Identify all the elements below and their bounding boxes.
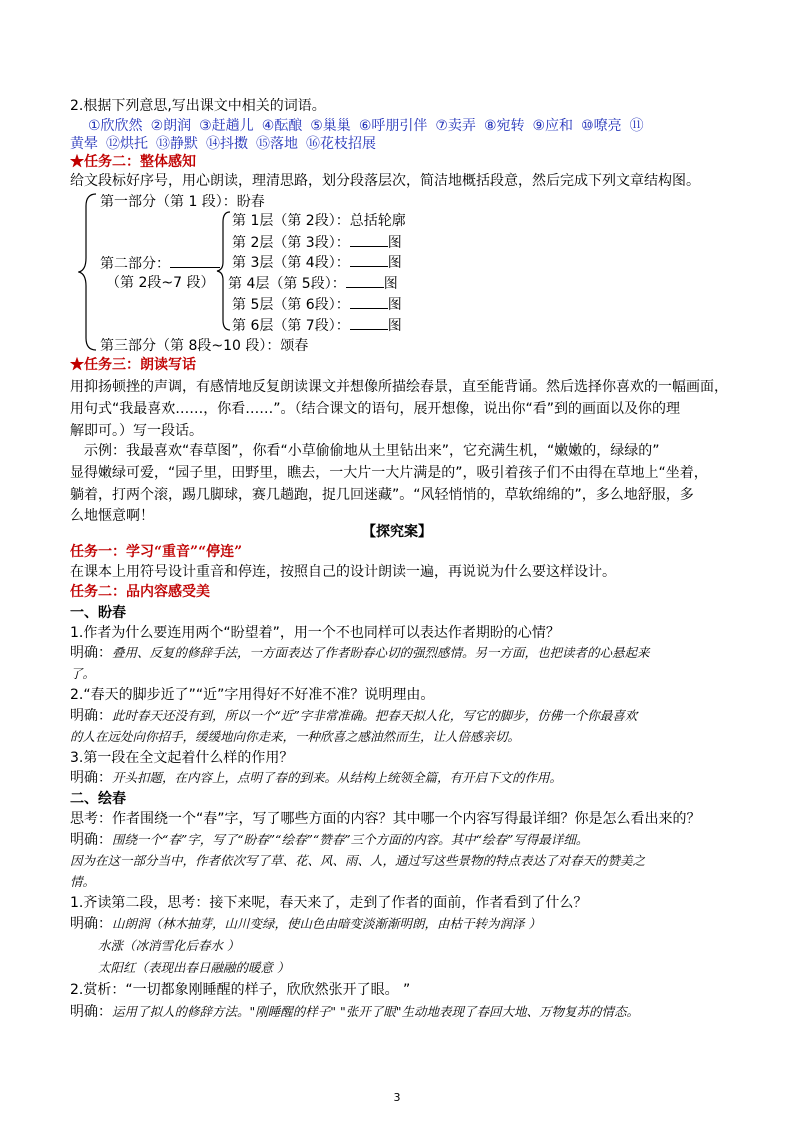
answer-label: 明确： — [70, 916, 112, 932]
vocab-item: ⑭抖擞 — [206, 136, 248, 152]
explore-task2-heading: 任务二：品内容感受美 — [70, 584, 210, 600]
explore-task1-text: 在课本上用符号设计重音和停连，按照自己的设计朗读一遍，再说说为什么要这样设计。 — [70, 564, 616, 580]
layer-5 — [232, 294, 402, 315]
answer-4-cont: 情。 — [70, 874, 96, 889]
vocab-item: ④酝酿 — [261, 118, 303, 134]
answer-label: 明确： — [70, 1004, 112, 1020]
answer-text: 围绕一个“春”字，写了“盼春”“绘春”“赞春”三个方面的内容。其中“绘春”写得最详细。 — [112, 832, 589, 847]
layer-6 — [232, 315, 402, 336]
part2-range: （第 2段~7 段） — [106, 275, 215, 291]
vocab-item: ⑦卖弄 — [435, 118, 476, 134]
layer-blank — [350, 294, 388, 309]
question-2: 2.“春天的脚步近了”“近”字用得好不好准不准？说明理由。 — [70, 687, 435, 703]
answer-2-cont: 的人在远处向你招手，缓缓地向你走来，一种欣喜之感油然而生，让人倍感亲切。 — [70, 729, 521, 744]
explore-task1-heading: 任务一：学习“重音”“停连” — [70, 544, 243, 560]
layer-label: 第 3层（第 4段）： — [232, 255, 350, 271]
example-line: 示例：我最喜欢“春草图”，你看“小草偷偷地从土里钻出来”，它充满生机，“嫩嫩的，绿绿的” — [70, 443, 660, 459]
layer-suffix: 图 — [387, 297, 402, 313]
answer-2 — [70, 706, 637, 726]
answer-label: 明确： — [70, 832, 112, 848]
outer-brace-icon — [78, 192, 98, 352]
task2-instruction: 给文段标好序号，用心朗读，理清思路，划分段落层次，简洁地概括段意，然后完成下列文章结构图。 — [70, 173, 700, 189]
layer-blank — [350, 252, 388, 267]
vocab-item: ⑤巢巢 — [310, 118, 351, 134]
vocab-item: ⑬静默 — [156, 136, 198, 152]
answer-text: 叠用、反复的修辞手法，一方面表达了作者盼春心切的强烈感情。另一方面，也把读者的心悬起来 — [112, 645, 650, 660]
layer-label: 第 5层（第 6段）： — [232, 297, 350, 313]
section-2-heading: 二、绘春 — [70, 791, 126, 807]
answer-1-cont: 了。 — [70, 666, 96, 681]
answer-1 — [70, 643, 650, 663]
layer-label: 第 2层（第 3段）： — [232, 235, 350, 251]
answer-text: 运用了拟人的修辞方法。"刚睡醒的样子" "张开了眼"生动地表现了春回大地、万物复苏的情态。 — [112, 1004, 639, 1019]
answer-label: 明确： — [70, 645, 112, 661]
vocab-item: ②朗润 — [150, 118, 192, 134]
answer-5-cont: 水涨（冰消雪化后春水 ） — [98, 938, 240, 953]
layer-blank — [346, 273, 384, 288]
vocab-item: ①欣欣然 — [88, 118, 143, 134]
answer-label: 明确： — [70, 708, 112, 724]
question-3: 3.第一段在全文起着什么样的作用？ — [70, 750, 294, 766]
answer-text: 此时春天还没有到，所以一个“近”字非常准确。把春天拟人化，写它的脚步，仿佛一个你最喜欢 — [112, 708, 638, 723]
answer-5 — [70, 914, 541, 934]
layer-label: 第 6层（第 7段）： — [232, 318, 350, 334]
task3-para-line: 解即可。）写一段话。 — [70, 423, 203, 439]
layer-suffix: 图 — [383, 276, 398, 292]
question-6: 2.赏析：“一切都象刚睡醒的样子，欣欣然张开了眼。 ” — [70, 982, 411, 998]
part2-label-text: 第二部分： — [100, 256, 170, 272]
layer-2 — [232, 232, 402, 253]
task3-para-line: 用抑扬顿挫的声调，有感情地反复朗读课文并想像所描绘春景，直至能背诵。然后选择你喜欢的一幅画面， — [70, 379, 728, 395]
vocab-row-1 — [88, 116, 652, 136]
answer-5-cont: 太阳红（表现出春日融融的暖意 ） — [98, 960, 290, 975]
layer-1: 第 1层（第 2段）：总括轮廓 — [232, 213, 406, 229]
answer-4-cont: 因为在这一部分当中，作者依次写了草、花、风、雨、人，通过写这些景物的特点表达了对春天的赞美之 — [70, 853, 646, 868]
task3-para-line: 用句式“我最喜欢……，你看……”。（结合课文的语句，展开想像，说出你“看”到的画面以及你的理 — [70, 401, 681, 417]
part3-label: 第三部分（第 8段~10 段）：颂春 — [100, 338, 309, 354]
answer-3 — [70, 768, 562, 788]
answer-label: 明确： — [70, 770, 112, 786]
layer-suffix: 图 — [387, 255, 402, 271]
question-1: 1.作者为什么要连用两个“盼望着”，用一个不也同样可以表达作者期盼的心情？ — [70, 625, 560, 641]
question-2-title: 2.根据下列意思,写出课文中相关的词语。 — [70, 98, 326, 114]
vocab-item: ③赶趟儿 — [199, 118, 254, 134]
layer-4 — [228, 273, 398, 294]
layer-suffix: 图 — [387, 235, 402, 251]
vocab-item: ⑩嘹亮 — [581, 118, 622, 134]
vocab-item: ⑫烘托 — [106, 136, 148, 152]
layer-blank — [350, 315, 388, 330]
vocab-item: 黄晕 — [70, 136, 98, 152]
part1-label: 第一部分（第 1 段）：盼春 — [100, 194, 265, 210]
layer-label: 第 4层（第 5段）： — [228, 276, 346, 292]
vocab-item: ⑥呼朋引伴 — [358, 118, 428, 134]
vocab-item: ⑨应和 — [532, 118, 574, 134]
vocab-item: ⑪ — [629, 118, 644, 134]
vocab-item: ⑧宛转 — [483, 118, 525, 134]
explore-title: 【探究案】 — [362, 524, 432, 540]
vocab-item: ⑯花枝招展 — [306, 136, 376, 152]
task3-heading: ★任务三：朗读写话 — [70, 357, 196, 373]
layer-suffix: 图 — [387, 318, 402, 334]
section-1-heading: 一、盼春 — [70, 605, 126, 621]
example-line: 躺着，打两个滚，踢几脚球，赛几趟跑，捉几回迷藏”。“风轻悄悄的，草软绵绵的”，多么地舒服，多 — [70, 487, 694, 503]
question-5: 1.齐读第二段，思考：接下来呢，春天来了，走到了作者的面前，作者看到了什么？ — [70, 895, 588, 911]
example-line: 么地惬意啊！ — [70, 508, 154, 524]
layer-3 — [232, 252, 402, 273]
answer-text: 山朗润（林木抽芽，山川变绿，使山色由暗变淡渐渐明朗，由枯干转为润泽 ） — [112, 916, 541, 931]
task2-heading: ★任务二：整体感知 — [70, 154, 196, 170]
layer-blank — [350, 232, 388, 247]
part2-blank — [170, 253, 220, 268]
answer-text: 开头扣题，在内容上，点明了春的到来。从结构上统领全篇，有开启下文的作用。 — [112, 770, 563, 785]
example-line: 显得嫩绿可爱，“园子里，田野里，瞧去，一大片一大片满是的”，吸引着孩子们不由得在草地上“坐着， — [70, 465, 708, 481]
page-number: 3 — [393, 1091, 401, 1104]
think-question: 思考：作者围绕一个“春”字，写了哪些方面的内容？其中哪一个内容写得最详细？你是怎么看出来的？ — [70, 811, 701, 827]
part2-label — [100, 253, 220, 274]
answer-6 — [70, 1002, 639, 1022]
answer-4 — [70, 830, 588, 850]
inner-brace-icon — [216, 210, 232, 332]
vocab-row-2 — [70, 134, 384, 154]
vocab-item: ⑮落地 — [256, 136, 298, 152]
